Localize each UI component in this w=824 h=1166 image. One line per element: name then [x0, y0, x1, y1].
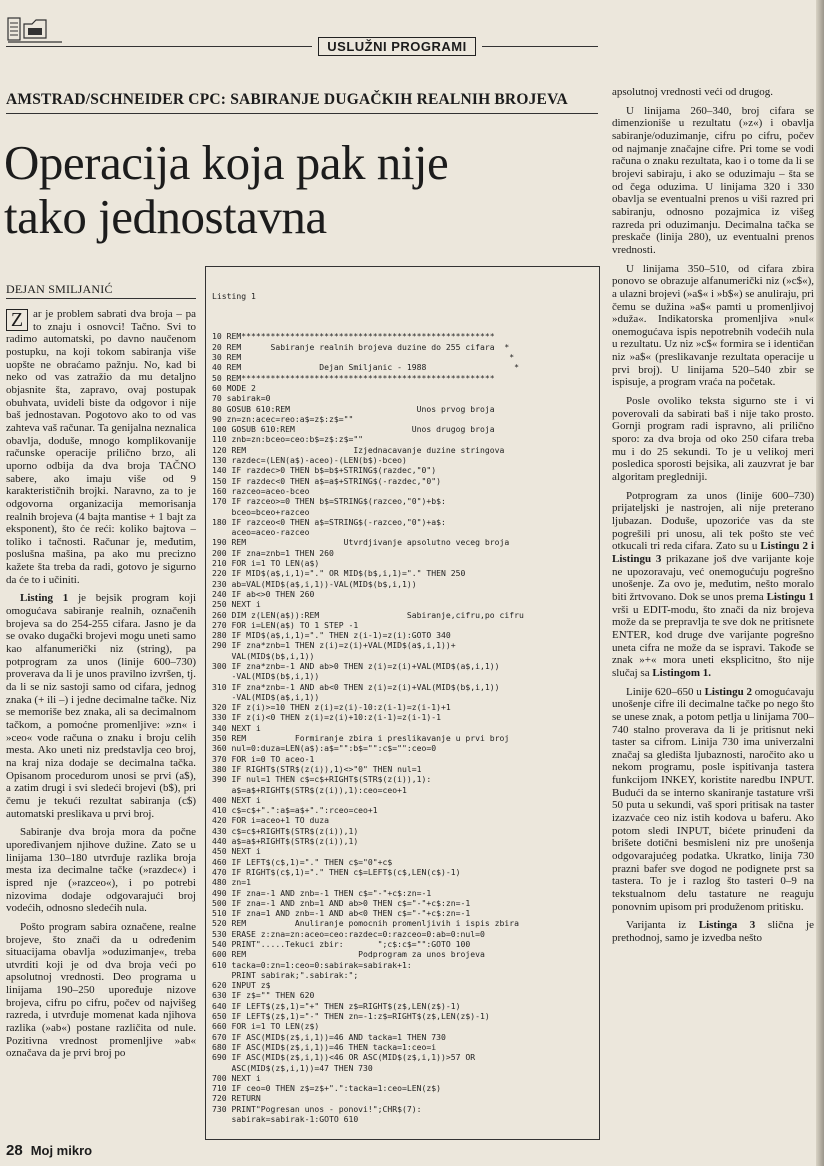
listing-line: 610 tacka=0:zn=1:ceo=0:sabirak=sabirak+1:	[212, 959, 412, 970]
listing-line: 190 REM Utvrdjivanje apsolutno veceg broja	[212, 537, 510, 548]
paragraph: Potprogram za unos (linije 600–730) prijateljski je nastrojen, ali nije preterano ljubazan. Doduše, upozoriće vas da ste pogrešili pri unosu, ali tek pošto ste već otkucali tri reda cifara. Zato su u Listingu 2 i Listingu 3 prikazane još dve varijante koje ne upozoravaju, već onemogućuju pogrešno unošenje. Za ovo je, međutim, nešto moralo biti žrtvovano. Dok se unos prema Listingu 1 vrši u EDIT-modu, što znači da niz brojeva može da se prepravlja te sve dok ne pritisnete ENTER, kod druge dve varijante pogrešno uneta cifra ne može da se ispravi. Takođe se znak »+« mora uneti eksplicitno, što nije slučaj sa Listingom 1.	[612, 489, 814, 679]
listing-line: 630 IF z$="" THEN 620	[212, 990, 315, 1001]
listing-line: 340 NEXT i	[212, 722, 261, 733]
listing-line: 680 IF ASC(MID$(z$,i,1))=46 THEN tacka=1:ceo=i	[212, 1041, 437, 1052]
byline-rule	[6, 298, 196, 299]
paragraph: Sabiranje dva broja mora da počne upoređivanjem njihove dužine. Zato se u linijama 130–180 utvrđuje razlika broja mesta iza decimalne tačke (»razdec«) i ispred nje (»razceo«), i po potrebi nizovima dodaje odgovarajući broj vodećih, odnosno sledećih nula.	[6, 826, 196, 915]
listing-line: 200 IF zna=znb=1 THEN 260	[212, 547, 334, 558]
page-number: 28	[6, 1142, 23, 1159]
listing-line: 450 NEXT i	[212, 846, 261, 857]
listing-line: 170 IF razceo>=0 THEN b$=STRING$(razceo,"0")+b$:	[212, 496, 446, 507]
listing-line: 460 IF LEFT$(c$,1)="." THEN c$="0"+c$	[212, 856, 393, 867]
listing-line: -VAL(MID$(a$,i,1))	[212, 691, 320, 702]
listing-line: 730 PRINT"Pogresan unos - ponovi!";CHR$(7):	[212, 1103, 422, 1114]
listing-line: 670 IF ASC(MID$(z$,i,1))=46 AND tacka=1 THEN 730	[212, 1031, 446, 1042]
page-footer	[6, 1142, 92, 1159]
listing-line: 510 IF zna=1 AND znb=-1 AND ab<0 THEN c$="-"+c$:zn=-1	[212, 908, 471, 919]
paragraph: Posle ovoliko teksta sigurno ste i vi poverovali da sabirati baš i nije tako prosto. Gornji program radi ispravno, ali prilično sporo: za dva broja od oko 250 cifara treba mu i do 25 sekundi. To je u velikoj meri posledica sporosti bejsika, ali zauzvrat je bar algoritam pregledniji.	[612, 395, 814, 484]
drop-cap: Z	[6, 309, 28, 331]
listing-line: 320 IF z(i)>=10 THEN z(i)=z(i)-10:z(i-1)=z(i-1)+1	[212, 702, 451, 713]
listing-line: 660 FOR i=1 TO LEN(z$)	[212, 1021, 320, 1032]
listing-line: 530 ERASE z:zna=zn:aceo=ceo:razdec=0:razceo=0:ab=0:nul=0	[212, 928, 485, 939]
listing-lines	[212, 331, 593, 1124]
paragraph: Varijanta iz Listinga 3 slična je prethodnoj, samo je izvedba nešto	[612, 919, 814, 944]
listing-line: 20 REM Sabiranje realnih brojeva duzine do 255 cifara *	[212, 341, 510, 352]
listing-line: 520 REM Anuliranje pomocnih promenljivih i ispis zbira	[212, 918, 519, 929]
listing-line: sabirak=sabirak-1:GOTO 610	[212, 1114, 359, 1125]
listing-line: 120 REM Izjednacavanje duzine stringova	[212, 444, 505, 455]
listing-line: 40 REM Dejan Smiljanic - 1988 *	[212, 362, 519, 373]
listing-line: 290 IF zna*znb=1 THEN z(i)=z(i)+VAL(MID$(a$,i,1))+	[212, 640, 456, 651]
listing-line: 250 NEXT i	[212, 599, 261, 610]
listing-line: 620 INPUT z$	[212, 980, 271, 991]
listing-line: 80 GOSUB 610:REM Unos prvog broja	[212, 403, 495, 414]
listing-line: 90 zn=zn:acec=reo:a$=z$:z$=""	[212, 413, 354, 424]
listing-line: 30 REM *	[212, 352, 515, 363]
listing-line: 60 MODE 2	[212, 382, 256, 393]
section-corner-icon	[6, 16, 64, 44]
listing-line: 690 IF ASC(MID$(z$,i,1))<46 OR ASC(MID$(z$,i,1))>57 OR	[212, 1052, 476, 1063]
title-line-2: tako jednostavna	[4, 189, 327, 244]
listing-line: 140 IF razdec>0 THEN b$=b$+STRING$(razdec,"0")	[212, 465, 437, 476]
listing-line: 350 REM Formiranje zbira i preslikavanje u prvi broj	[212, 733, 510, 744]
article-column-1	[6, 308, 196, 1136]
byline: DEJAN SMILJANIĆ	[6, 282, 113, 296]
listing-line: 360 nul=0:duza=LEN(a$):a$="":b$="":c$="":ceo=0	[212, 743, 437, 754]
listing-line: 370 FOR i=0 TO aceo-1	[212, 753, 315, 764]
article-title	[4, 136, 604, 244]
listing-line: 720 RETURN	[212, 1093, 261, 1104]
listing-line: VAL(MID$(b$,i,1))	[212, 650, 315, 661]
listing-line: aceo=aceo-razceo	[212, 527, 310, 538]
listing-line: 420 FOR i=aceo+1 TO duza	[212, 815, 329, 826]
listing-line: 100 GOSUB 610:REM Unos drugog broja	[212, 424, 495, 435]
title-line-1: Operacija koja pak nije	[4, 135, 449, 190]
listing-line: 490 IF zna=-1 AND znb=-1 THEN c$="-"+c$:zn=-1	[212, 887, 432, 898]
listing-title: Listing 1	[212, 290, 256, 301]
listing-line: 260 DIM z(LEN(a$)):REM Sabiranje,cifru,po cifru	[212, 609, 524, 620]
listing-line: bceo=bceo+razceo	[212, 506, 310, 517]
listing-line: 220 IF MID$(a$,i,1)="." OR MID$(b$,i,1)="." THEN 250	[212, 568, 466, 579]
code-listing-1	[205, 266, 600, 1140]
paragraph: U linijama 350–510, od cifara zbira ponovo se obrazuje alfanumerički niz (»c$«), a ulazni brojevi (»a$« i »b$«) se anuliraju, pri čemu se dužina »a$« pamti u promenljivoj »duža«. Indikatorska promenljiva »nul« onemogućava ispis nepotrebnih vodećih nula u rezultatu. Uz niz »c$« formira se i identičan niz »a$« (preslikavanje rezultata operacije u prvi broj). U linijama 520–540 zbir se ispisuje, a program vraća na početak.	[612, 262, 814, 389]
listing-line: 500 IF zna=-1 AND znb=1 AND ab>0 THEN c$="-"+c$:zn=-1	[212, 897, 471, 908]
listing-line: 650 IF LEFT$(z$,1)="-" THEN zn=-1:z$=RIGHT$(z$,LEN(z$)-1)	[212, 1011, 490, 1022]
listing-line: 310 IF zna*znb=-1 AND ab<0 THEN z(i)=z(i)+VAL(MID$(b$,i,1))	[212, 681, 500, 692]
listing-line: 160 razceo=aceo-bceo	[212, 485, 310, 496]
listing-line: 230 ab=VAL(MID$(a$,i,1))-VAL(MID$(b$,i,1))	[212, 578, 417, 589]
top-rule-left	[6, 46, 312, 47]
listing-line: 270 FOR i=LEN(a$) TO 1 STEP -1	[212, 619, 359, 630]
listing-line: 10 REM****************************************************	[212, 331, 495, 342]
listing-line: 390 IF nul=1 THEN c$=c$+RIGHT$(STR$(z(i)),1):	[212, 774, 432, 785]
listing-line: -VAL(MID$(b$,i,1))	[212, 671, 320, 682]
top-rule-right	[482, 46, 598, 47]
listing-line: 70 sabirak=0	[212, 393, 271, 404]
listing-line: 640 IF LEFT$(z$,1)="+" THEN z$=RIGHT$(z$,LEN(z$)-1)	[212, 1000, 461, 1011]
listing-line: 480 zn=1	[212, 877, 251, 888]
listing-line: 210 FOR i=1 TO LEN(a$)	[212, 558, 320, 569]
listing-line: 700 NEXT i	[212, 1072, 261, 1083]
listing-line: 130 razdec=(LEN(a$)-aceo)-(LEN(b$)-bceo)	[212, 455, 407, 466]
page-edge-shadow	[816, 0, 824, 1166]
magazine-name: Moj mikro	[30, 1143, 93, 1158]
paragraph: Z ar je problem sabrati dva broja – pa to znaju i osnovci! Tačno. Svi to radimo automatski, po davno naučenom postupku, na koji tokom sabiranja više uopšte ne obraćamo pažnju. No, kad bi neko od vas zatražio da mu detaljno objasnite šta, zapravo, ovaj postupak obuhvata, uvideli biste da odgovor i nije baš jednostavan. Pogotovo ako to od vas zahteva vaš računar. Ta genijalna neznalica obavlja, doduše, mnogo komplikovanije računske operacije prilično brzo, ali uporno odbija da dva broja TAČNO sabere, ako imaju više od 9 karakterističnih brojki. Naravno, za to je odgovorna organizacija memorisanja realnih brojeva (4 bajta mantise + 1 bajt za eksponent), što će reći: koliko bajtova – toliko i tačnosti. Računar je, međutim, poslušna mašina, pa ako mu precizno kažete šta treba da radi, gotovo je sigurno da će to i učiniti.	[6, 308, 196, 586]
paragraph: Listing 1 je bejsik program koji omogućava sabiranje realnih, označenih brojeva sa do 254-255 cifara. Jasno je da se ovako dugački brojevi mogu uneti samo kao alfanumerički niz (string), pa potprogram za unos (linije 600–730) proverava da li je unos pravilno izvršen, tj. da li se niz sastoji samo od cifara, jednog znaka (+ ili –) i jedne decimalne tačke. Niz se memoriše bez znaka, ali sa decimalnom tačkom, a pomoćne promenljive: »zn« i »ceo« vode računa o znaku i broju celih mesta. Ako uneti niz predstavlja ceo broj, na kraj niza dodaje se decimalna tačka. Opisanom procedurom unosi se prvi (a$), a zatim drugi i svi sledeći brojevi (b$), pri čemu je tekući rezultat sabiranja (c$) automatski preslikava u prvi broj.	[6, 592, 196, 820]
kicker-rule	[6, 113, 598, 114]
listing-line: a$=a$+RIGHT$(STR$(z(i)),1):ceo=ceo+1	[212, 784, 407, 795]
listing-line: 410 c$=c$+".":a$=a$+".":rceo=ceo+1	[212, 805, 378, 816]
listing-line: 50 REM****************************************************	[212, 372, 495, 383]
listing-line: 380 IF RIGHT$(STR$(z(i)),1)<>"0" THEN nul=1	[212, 763, 422, 774]
paragraph: apsolutnoj vrednosti veći od drugog.	[612, 86, 774, 98]
listing-line: 300 IF zna*znb=-1 AND ab>0 THEN z(i)=z(i)+VAL(MID$(a$,i,1))	[212, 660, 500, 671]
listing-line: 150 IF razdec<0 THEN a$=a$+STRING$(-razdec,"0")	[212, 475, 442, 486]
listing-line: 180 IF razceo<0 THEN a$=STRING$(-razceo,"0")+a$:	[212, 516, 446, 527]
listing-line: 440 a$=a$+RIGHT$(STR$(z(i)),1)	[212, 836, 359, 847]
listing-line: 400 NEXT i	[212, 794, 261, 805]
listing-line: 600 REM Podprogram za unos brojeva	[212, 949, 485, 960]
listing-line: PRINT sabirak;".sabirak:";	[212, 969, 359, 980]
paragraph: Linije 620–650 u Listingu 2 omogućavaju unošenje cifre ili decimalne tačke po nego što se unese znak, a potom petlja u linijama 700–740 stalno proverava da li je pritisnut neki taster sa cifrom. Linija 730 ima univerzalni značaj sa gledišta ljubaznosti, naročito ako u nekom programu, posle ispitivanja tastera funkcijom INKEY, koristite naredbu INPUT. Budući da se interno skaniranje tastature vrši 50 puta u sekundi, vaš spori pritisak na taster izazvaće ceo niz istih kodova u baferu. Ako potom sledi INPUT, bićete prinuđeni da brišete dotični besmisleni niz pre unošenja odgovarajućeg podatka. Ukratko, linija 730 prazni bafer sve dogod ne podignete prst sa tastera. To je i razlog što tasteri 0–9 na tekstualnom delu tastature ne reaguju ponovnim upisom pri produženom pritisku.	[612, 685, 814, 913]
paragraph: Pošto program sabira označene, realne brojeve, što znači da u određenim situacijama obavlja »oduzimanje«, treba utvrditi koji je od dva broja veći po apsolutnoj vrednosti. Deo programa u linijama 190–250 upoređuje nizove brojeva, cifru po cifru, počev od najvišeg razreda, i utvrđuje momenat kada njihova razlika (»ab«) postane različita od nule. Pozitivna vrednost promenljive »ab« označava da je prvi broj po	[6, 920, 196, 1060]
listing-line: 110 znb=zn:bceo=ceo:b$=z$:z$=""	[212, 434, 364, 445]
article-kicker: AMSTRAD/SCHNEIDER CPC: SABIRANJE DUGAČKIH REALNIH BROJEVA	[6, 91, 568, 108]
listing-line: 240 IF ab<>0 THEN 260	[212, 588, 315, 599]
paragraph: U linijama 260–340, broj cifara se dimenzioniše u rezultatu (»z«) i obavlja sabiranje/oduzimanje, cifru po cifru, počev od najmanje značajne cifre. Pri tome se vodi računa o znaku rezultata, kao i o tome da li se brojevi sabiraju, i ako se oduzimaju – šta se od čega oduzima. U linijama 320 i 330 obavlja se eventualni prenos u viši razred pri sabiranju, odnosno pozajmica iz višeg razreda pri oduzimanju. Decimalna tačka se preskače (linija 280), uz eventualni prenos vrednosti.	[612, 104, 814, 256]
listing-line: 430 c$=c$+RIGHT$(STR$(z(i)),1)	[212, 825, 359, 836]
listing-line: 710 IF ceo=0 THEN z$=z$+".":tacka=1:ceo=LEN(z$)	[212, 1083, 442, 1094]
listing-line: 280 IF MID$(a$,i,1)="." THEN z(i-1)=z(i):GOTO 340	[212, 630, 451, 641]
listing-line: 470 IF RIGHT$(c$,1)="." THEN c$=LEFT$(c$,LEN(c$)-1)	[212, 866, 461, 877]
listing-line: 540 PRINT".....Tekuci zbir: ";c$:c$="":GOTO 100	[212, 939, 471, 949]
listing-line: 330 IF z(i)<0 THEN z(i)=z(i)+10:z(i-1)=z(i-1)-1	[212, 712, 442, 723]
listing-line: ASC(MID$(z$,i,1))=47 THEN 730	[212, 1062, 373, 1073]
section-label: USLUŽNI PROGRAMI	[318, 37, 476, 56]
article-column-3	[612, 86, 814, 1136]
